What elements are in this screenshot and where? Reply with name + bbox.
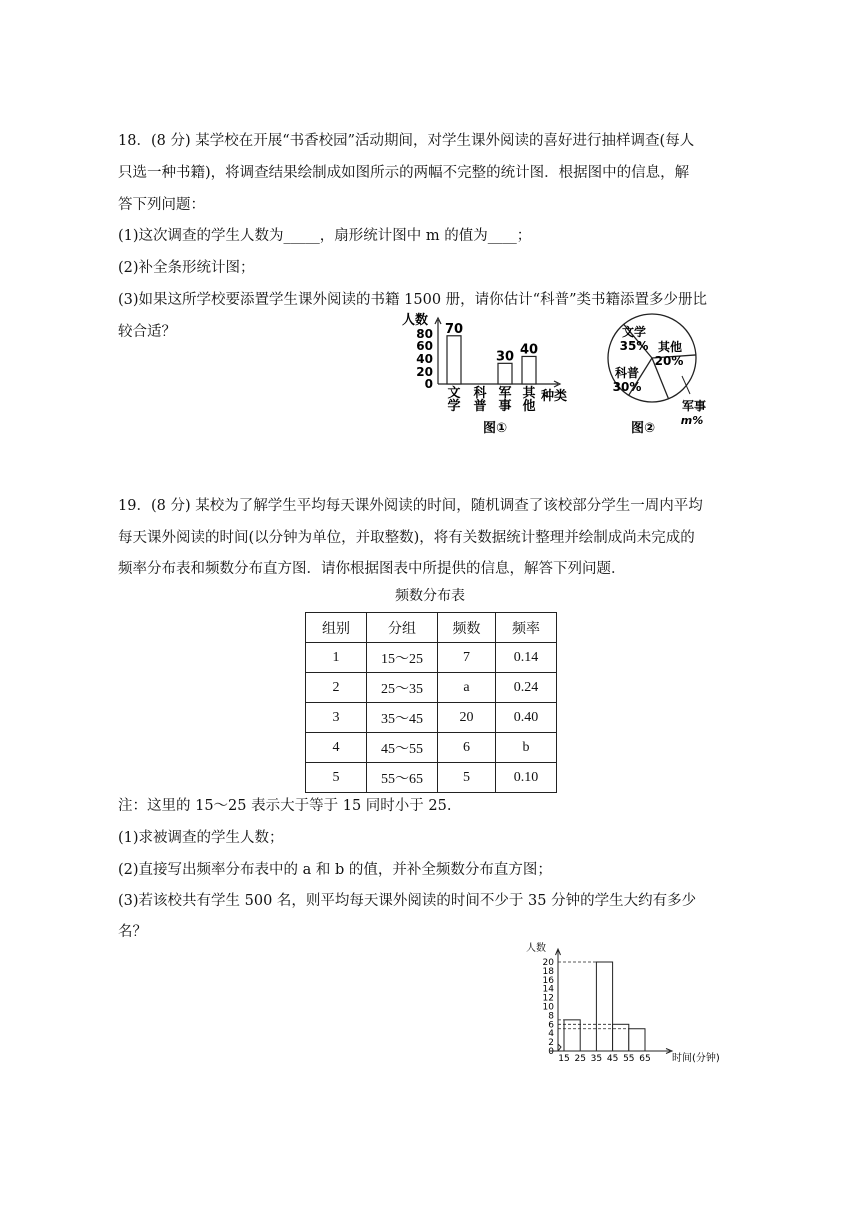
category-label: 普 xyxy=(473,399,487,414)
figure1-caption: 图① xyxy=(482,421,508,436)
y-tick-label: 16 xyxy=(542,975,554,986)
q19-line: (1)求被调查的学生人数； xyxy=(118,830,284,846)
table-row xyxy=(306,763,557,793)
category-label: 其 xyxy=(522,386,536,401)
x-tick-label: 15 xyxy=(558,1054,570,1064)
bar xyxy=(498,363,512,384)
x-axis-label: 种类 xyxy=(541,389,568,404)
y-tick-label: 20 xyxy=(416,365,433,379)
table-row xyxy=(306,703,557,733)
x-axis-label: 时间(分钟) xyxy=(672,1053,720,1064)
q18-line: (3)如果这所学校要添置学生课外阅读的书籍 1500 册，请你估计“科普”类书籍添置多少册比 xyxy=(118,292,707,308)
y-tick-label: 14 xyxy=(542,984,554,995)
pie-slice-label: m% xyxy=(680,414,704,427)
histogram-bar xyxy=(629,1029,645,1051)
table-cell: 0.40 xyxy=(496,703,557,733)
figure2-pie-chart xyxy=(598,312,738,442)
frequency-table-title: 频数分布表 xyxy=(395,588,465,604)
bar xyxy=(447,336,461,384)
y-axis-label: 人数 xyxy=(402,313,429,328)
y-tick-label: 8 xyxy=(548,1011,554,1022)
table-cell: 35～45 xyxy=(367,703,438,733)
table-cell: 15～25 xyxy=(367,643,438,673)
q19-line: 每天课外阅读的时间(以分钟为单位，并取整数)，将有关数据统计整理并绘制成尚未完成的 xyxy=(118,530,695,546)
pie-slice-name: 科普 xyxy=(614,366,640,380)
table-row xyxy=(306,673,557,703)
y-tick-label: 6 xyxy=(548,1020,554,1031)
category-label: 学 xyxy=(447,399,461,414)
pie-slice-label: 20% xyxy=(654,354,684,368)
table-header-cell: 分组 xyxy=(367,613,438,643)
table-cell: 20 xyxy=(438,703,496,733)
x-tick-label: 45 xyxy=(606,1054,619,1064)
y-tick-label: 0 xyxy=(548,1047,554,1057)
frequency-table xyxy=(305,612,557,793)
q19-line: 名？ xyxy=(118,924,147,940)
table-cell: 5 xyxy=(438,763,496,793)
table-header-cell: 组别 xyxy=(306,613,367,643)
category-label: 事 xyxy=(498,399,512,414)
table-cell: 1 xyxy=(306,643,367,673)
y-tick-label: 18 xyxy=(542,966,554,977)
pie-slice-name: 军事 xyxy=(681,399,707,413)
table-cell: 7 xyxy=(438,643,496,673)
y-tick-label: 2 xyxy=(548,1038,554,1049)
q19-note: 注：这里的 15～25 表示大于等于 15 同时小于 25. xyxy=(118,798,452,814)
table-header-cell: 频率 xyxy=(496,613,557,643)
table-header-row xyxy=(306,613,557,643)
y-tick-label: 60 xyxy=(416,339,433,353)
table-cell: 5 xyxy=(306,763,367,793)
q19-line: (2)直接写出频率分布表中的 a 和 b 的值，并补全频数分布直方图； xyxy=(118,862,552,878)
q18-line: (2)补全条形统计图； xyxy=(118,260,255,276)
q19-line: (3)若该校共有学生 500 名，则平均每天课外阅读的时间不少于 35 分钟的学生大约有多少 xyxy=(118,893,697,909)
y-tick-label: 0 xyxy=(424,377,433,391)
q18-line: (1)这次调查的学生人数为_____，扇形统计图中 m 的值为____； xyxy=(118,228,532,244)
table-cell: 3 xyxy=(306,703,367,733)
y-tick-label: 40 xyxy=(416,352,433,366)
table-row xyxy=(306,643,557,673)
category-label: 科 xyxy=(473,386,487,401)
pie-slice-name: 其他 xyxy=(657,340,683,354)
q18-line: 较合适？ xyxy=(118,324,176,340)
table-cell: 4 xyxy=(306,733,367,763)
bar-value-label: 70 xyxy=(444,321,464,337)
q18-line: 只选一种书籍)，将调查结果绘制成如图所示的两幅不完整的统计图．根据图中的信息，解 xyxy=(118,165,690,181)
frequency-histogram xyxy=(520,938,760,1068)
q19-line: 频率分布表和频数分布直方图．请你根据图表中所提供的信息，解答下列问题． xyxy=(118,561,626,577)
bar xyxy=(522,356,536,384)
y-tick-label: 12 xyxy=(542,993,554,1004)
bar-value-label: 40 xyxy=(519,342,539,358)
y-tick-label: 10 xyxy=(542,1002,554,1013)
table-cell: 0.14 xyxy=(496,643,557,673)
histogram-bar xyxy=(596,962,612,1051)
y-tick-label: 4 xyxy=(548,1029,554,1040)
table-cell: 0.24 xyxy=(496,673,557,703)
x-tick-label: 35 xyxy=(590,1054,603,1064)
figure2-caption: 图② xyxy=(630,421,656,436)
table-cell: b xyxy=(496,733,557,763)
y-tick-label: 20 xyxy=(542,958,554,968)
table-cell: 2 xyxy=(306,673,367,703)
category-label: 军 xyxy=(498,386,512,401)
table-cell: 55～65 xyxy=(367,763,438,793)
table-row xyxy=(306,733,557,763)
histogram-bar xyxy=(564,1020,580,1051)
pie-slice-name: 文学 xyxy=(621,325,647,339)
figure1-bar-chart xyxy=(395,300,585,442)
table-cell: 0.10 xyxy=(496,763,557,793)
x-tick-label: 55 xyxy=(623,1054,635,1064)
pie-slice-label: 35% xyxy=(619,339,649,353)
y-axis-label: 人数 xyxy=(526,943,546,954)
table-cell: 25～35 xyxy=(367,673,438,703)
table-cell: 6 xyxy=(438,733,496,763)
q19-line: 19．(8 分) 某校为了解学生平均每天课外阅读的时间，随机调查了该校部分学生一周内平均 xyxy=(118,498,703,514)
category-label: 他 xyxy=(522,399,536,414)
table-header-cell: 频数 xyxy=(438,613,496,643)
q18-line: 18．(8 分) 某学校在开展“书香校园”活动期间，对学生课外阅读的喜好进行抽样调查(每人 xyxy=(118,133,695,149)
table-cell: a xyxy=(438,673,496,703)
x-tick-label: 65 xyxy=(639,1054,651,1064)
pie-slice-label: 30% xyxy=(612,380,642,394)
histogram-bar xyxy=(613,1024,629,1051)
y-tick-label: 80 xyxy=(416,327,433,341)
bar-value-label: 30 xyxy=(495,349,515,365)
x-tick-label: 25 xyxy=(574,1054,586,1064)
q18-line: 答下列问题： xyxy=(118,197,205,213)
table-cell: 45～55 xyxy=(367,733,438,763)
category-label: 文 xyxy=(447,386,461,401)
